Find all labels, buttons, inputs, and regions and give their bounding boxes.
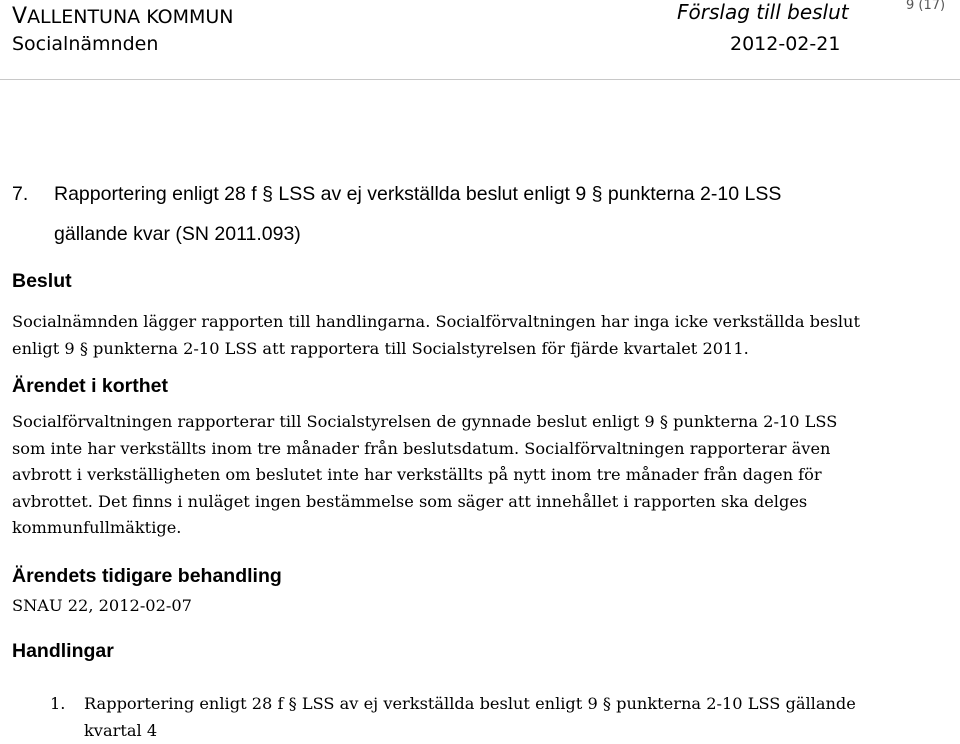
handlingar-list xyxy=(50,691,856,744)
section-heading-tidigare: Ärendets tidigare behandling xyxy=(12,565,282,588)
arendet-line: avbrottet. Det finns i nuläget ingen bestämmelse som säger att innehållet i rapporten ska delges xyxy=(12,489,952,516)
page-number: 9 (17) xyxy=(906,0,945,13)
arendet-line: kommunfullmäktige. xyxy=(12,515,952,542)
list-item xyxy=(50,691,856,744)
document-date: 2012-02-21 xyxy=(730,33,840,55)
agenda-item-title-line2: gällande kvar (SN 2011.093) xyxy=(12,214,952,254)
agenda-item-number: 7. xyxy=(12,174,54,214)
header-divider xyxy=(0,79,960,80)
organization-name xyxy=(12,4,234,29)
section-heading-beslut: Beslut xyxy=(12,270,72,293)
beslut-text xyxy=(12,309,952,362)
section-heading-handlingar: Handlingar xyxy=(12,640,114,663)
organization-initial: V xyxy=(12,4,27,29)
agenda-item-title-line1: Rapportering enligt 28 f § LSS av ej verkställda beslut enligt 9 § punkterna 2-10 LSS xyxy=(54,183,781,205)
arendet-line: avbrott i verkställigheten om beslutet inte har verkställts på nytt inom tre månader från dagen för xyxy=(12,462,952,489)
agenda-item-title xyxy=(12,174,952,254)
arendet-line: Socialförvaltningen rapporterar till Socialstyrelsen de gynnade beslut enligt 9 § punkterna 2-10 LSS xyxy=(12,409,952,436)
organization-name-rest: ALLENTUNA KOMMUN xyxy=(27,6,233,28)
document-status: Förslag till beslut xyxy=(677,0,849,24)
arendet-text xyxy=(12,409,952,542)
beslut-line: enligt 9 § punkterna 2-10 LSS att rapportera till Socialstyrelsen för fjärde kvartalet 2011. xyxy=(12,336,952,363)
beslut-line: Socialnämnden lägger rapporten till handlingarna. Socialförvaltningen har inga icke verkställda beslut xyxy=(12,309,952,336)
tidigare-text: SNAU 22, 2012-02-07 xyxy=(12,593,192,620)
list-item-line1: Rapportering enligt 28 f § LSS av ej verkställda beslut enligt 9 § punkterna 2-10 LSS gällande xyxy=(84,694,856,713)
list-item-line2: kvartal 4 xyxy=(50,718,856,744)
section-heading-arendet: Ärendet i korthet xyxy=(12,375,168,398)
department-name: Socialnämnden xyxy=(12,33,158,55)
list-item-number: 1. xyxy=(50,691,84,718)
arendet-line: som inte har verkställts inom tre månader från beslutsdatum. Socialförvaltningen rapporterar även xyxy=(12,436,952,463)
